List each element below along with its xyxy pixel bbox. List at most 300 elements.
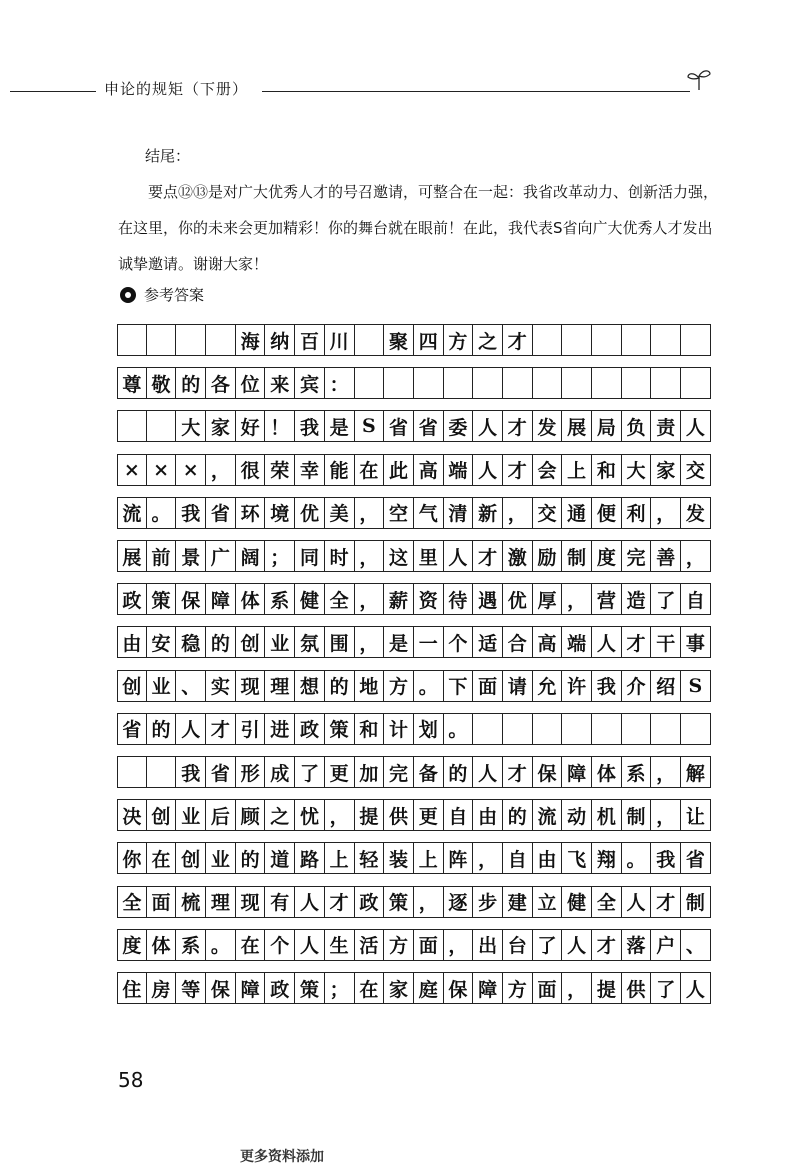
grid-cell: 的 (236, 842, 266, 874)
grid-cell: 建 (503, 886, 533, 918)
grid-cell: 厚 (533, 583, 563, 615)
grid-cell: 宾 (295, 367, 325, 399)
grid-cell: 薪 (384, 583, 414, 615)
grid-cell: 台 (503, 929, 533, 961)
grid-cell: 我 (592, 670, 622, 702)
grid-cell: 局 (592, 410, 622, 442)
grid-cell: 的 (503, 799, 533, 831)
grid-cell: 资 (414, 583, 444, 615)
grid-cell: ， (503, 497, 533, 529)
grid-cell: 实 (206, 670, 236, 702)
grid-cell: 飞 (562, 842, 592, 874)
grid-cell: 来 (265, 367, 295, 399)
grid-cell: 在 (147, 842, 177, 874)
grid-cell: 景 (176, 540, 206, 572)
grid-cell: 方 (503, 972, 533, 1004)
grid-cell: 造 (622, 583, 652, 615)
grid-cell: 才 (503, 756, 533, 788)
grid-cell: 户 (651, 929, 681, 961)
grid-cell: 发 (533, 410, 563, 442)
grid-cell: 人 (176, 713, 206, 745)
grid-cell (117, 756, 147, 788)
grid-cell: 遇 (473, 583, 503, 615)
footer-watermark (240, 1144, 470, 1165)
grid-row (117, 886, 711, 918)
grid-cell (444, 367, 474, 399)
grid-row (117, 972, 711, 1004)
grid-cell (622, 713, 652, 745)
grid-cell: 省 (206, 497, 236, 529)
grid-row (117, 540, 711, 572)
grid-cell: 供 (384, 799, 414, 831)
grid-cell: 梳 (176, 886, 206, 918)
grid-cell: S (681, 670, 711, 702)
grid-cell: 。 (206, 929, 236, 961)
grid-cell (533, 324, 563, 356)
grid-cell: 交 (533, 497, 563, 529)
grid-cell: 自 (444, 799, 474, 831)
grid-cell: 展 (562, 410, 592, 442)
grid-cell: ， (562, 972, 592, 1004)
grid-cell: 是 (384, 626, 414, 658)
grid-cell: 理 (265, 670, 295, 702)
grid-cell: 利 (622, 497, 652, 529)
grid-cell (592, 713, 622, 745)
grid-cell: ， (473, 842, 503, 874)
grid-cell: 许 (562, 670, 592, 702)
grid-cell (533, 367, 563, 399)
grid-cell: ， (651, 756, 681, 788)
grid-cell: 我 (176, 756, 206, 788)
grid-cell: 政 (295, 713, 325, 745)
grid-cell: ！ (265, 410, 295, 442)
grid-cell: ， (651, 799, 681, 831)
grid-cell: ， (355, 626, 385, 658)
grid-cell: 房 (147, 972, 177, 1004)
grid-cell: 人 (473, 454, 503, 486)
grid-row (117, 324, 711, 356)
grid-cell: 尊 (117, 367, 147, 399)
grid-row (117, 929, 711, 961)
grid-cell: 家 (651, 454, 681, 486)
grid-cell (355, 324, 385, 356)
grid-cell: 的 (206, 626, 236, 658)
grid-cell: 我 (176, 497, 206, 529)
grid-cell: 我 (651, 842, 681, 874)
grid-cell (533, 713, 563, 745)
grid-cell: 在 (355, 454, 385, 486)
grid-cell: 业 (265, 626, 295, 658)
grid-cell: 忧 (295, 799, 325, 831)
grid-cell: 体 (592, 756, 622, 788)
grid-cell: 创 (236, 626, 266, 658)
grid-cell: 我 (295, 410, 325, 442)
grid-cell: 人 (681, 972, 711, 1004)
grid-cell: 业 (176, 799, 206, 831)
grid-cell: 现 (236, 670, 266, 702)
grid-cell: 由 (473, 799, 503, 831)
grid-cell: 敬 (147, 367, 177, 399)
grid-cell: 了 (651, 972, 681, 1004)
grid-cell: 广 (206, 540, 236, 572)
grid-cell: 业 (206, 842, 236, 874)
grid-cell: 活 (355, 929, 385, 961)
grid-cell: 装 (384, 842, 414, 874)
grid-cell: 完 (622, 540, 652, 572)
grid-cell: 庭 (414, 972, 444, 1004)
grid-cell: ； (325, 972, 355, 1004)
grid-cell: 激 (503, 540, 533, 572)
grid-cell: 。 (444, 713, 474, 745)
grid-cell: 健 (562, 886, 592, 918)
grid-cell: 同 (295, 540, 325, 572)
header-title: 申论的规矩（下册） (104, 80, 249, 98)
grid-cell: 了 (651, 583, 681, 615)
grid-cell: 百 (295, 324, 325, 356)
grid-cell: 适 (473, 626, 503, 658)
grid-cell: 体 (147, 929, 177, 961)
grid-cell: 下 (444, 670, 474, 702)
grid-cell: 里 (414, 540, 444, 572)
grid-cell: 更 (325, 756, 355, 788)
grid-row (117, 454, 711, 486)
grid-cell: 人 (622, 886, 652, 918)
grid-cell: 面 (473, 670, 503, 702)
grid-row (117, 670, 711, 702)
closing-label: 结尾： (145, 147, 191, 165)
grid-cell: 人 (295, 886, 325, 918)
grid-cell: 高 (414, 454, 444, 486)
grid-cell: 自 (681, 583, 711, 615)
grid-cell: 大 (622, 454, 652, 486)
grid-cell: 和 (355, 713, 385, 745)
grid-cell: 让 (681, 799, 711, 831)
grid-cell: 想 (295, 670, 325, 702)
grid-cell: 这 (384, 540, 414, 572)
grid-cell: 更 (414, 799, 444, 831)
answer-heading-text: 参考答案 (144, 286, 205, 304)
grid-cell: 策 (147, 583, 177, 615)
grid-cell (562, 324, 592, 356)
grid-cell: 人 (473, 410, 503, 442)
grid-cell: 大 (176, 410, 206, 442)
grid-cell: 由 (117, 626, 147, 658)
grid-cell: 人 (473, 756, 503, 788)
grid-row (117, 799, 711, 831)
grid-cell: 介 (622, 670, 652, 702)
grid-cell: 前 (147, 540, 177, 572)
page-number: 58 (118, 1068, 144, 1092)
grid-cell (622, 367, 652, 399)
header-rule-right (262, 91, 690, 92)
grid-cell: 面 (147, 886, 177, 918)
grid-cell: 才 (206, 713, 236, 745)
grid-cell: ， (325, 799, 355, 831)
grid-cell: 政 (117, 583, 147, 615)
grid-cell (355, 367, 385, 399)
grid-cell: 在 (236, 929, 266, 961)
grid-cell: 创 (147, 799, 177, 831)
grid-cell: 全 (592, 886, 622, 918)
grid-cell: 保 (533, 756, 563, 788)
grid-cell: 系 (176, 929, 206, 961)
grid-cell: 端 (444, 454, 474, 486)
grid-cell: 后 (206, 799, 236, 831)
grid-cell (117, 324, 147, 356)
grid-cell (147, 756, 177, 788)
grid-cell: × (117, 454, 147, 486)
grid-cell: 机 (592, 799, 622, 831)
grid-cell: 体 (236, 583, 266, 615)
grid-row (117, 367, 711, 399)
grid-cell: 围 (325, 626, 355, 658)
grid-cell: 省 (414, 410, 444, 442)
footer-text: 更多资料添加 (240, 1149, 324, 1165)
grid-cell: 面 (533, 972, 563, 1004)
grid-cell: 时 (325, 540, 355, 572)
grid-cell: 住 (117, 972, 147, 1004)
grid-cell (681, 324, 711, 356)
grid-cell: ， (206, 454, 236, 486)
grid-cell: 阵 (444, 842, 474, 874)
grid-cell: 。 (414, 670, 444, 702)
grid-cell: ， (355, 540, 385, 572)
grid-cell: 的 (176, 367, 206, 399)
grid-cell (147, 410, 177, 442)
grid-cell: 展 (117, 540, 147, 572)
grid-cell: 境 (265, 497, 295, 529)
header-rule-left (10, 91, 96, 92)
grid-cell: 策 (325, 713, 355, 745)
grid-cell: 氛 (295, 626, 325, 658)
grid-cell: 阔 (236, 540, 266, 572)
grid-row (117, 410, 711, 442)
grid-cell: 省 (681, 842, 711, 874)
grid-cell: 会 (533, 454, 563, 486)
grid-cell: 度 (117, 929, 147, 961)
grid-cell (592, 367, 622, 399)
grid-cell (414, 367, 444, 399)
grid-cell: 才 (622, 626, 652, 658)
grid-cell: 能 (325, 454, 355, 486)
grid-cell: 在 (355, 972, 385, 1004)
grid-cell: 上 (414, 842, 444, 874)
grid-cell: 障 (473, 972, 503, 1004)
grid-cell: 立 (533, 886, 563, 918)
grid-cell: 落 (622, 929, 652, 961)
grid-cell (176, 324, 206, 356)
grid-cell: 荣 (265, 454, 295, 486)
grid-cell: 解 (681, 756, 711, 788)
grid-cell: 事 (681, 626, 711, 658)
grid-row (117, 842, 711, 874)
grid-cell: 海 (236, 324, 266, 356)
grid-cell: 合 (503, 626, 533, 658)
grid-cell: 才 (503, 324, 533, 356)
grid-cell: ， (444, 929, 474, 961)
grid-cell: 。 (147, 497, 177, 529)
grid-cell: 流 (533, 799, 563, 831)
grid-cell: 、 (176, 670, 206, 702)
grid-cell: 此 (384, 454, 414, 486)
grid-cell: 营 (592, 583, 622, 615)
grid-cell: 才 (592, 929, 622, 961)
grid-row (117, 756, 711, 788)
grid-cell: 清 (444, 497, 474, 529)
grid-cell: 个 (444, 626, 474, 658)
grid-cell (503, 367, 533, 399)
grid-cell: 生 (325, 929, 355, 961)
grid-cell: 稳 (176, 626, 206, 658)
grid-cell: 策 (384, 886, 414, 918)
grid-cell: 等 (176, 972, 206, 1004)
grid-cell: 系 (622, 756, 652, 788)
grid-cell: 高 (533, 626, 563, 658)
grid-cell: 省 (384, 410, 414, 442)
grid-cell: 障 (206, 583, 236, 615)
grid-row (117, 713, 711, 745)
grid-cell (384, 367, 414, 399)
grid-cell (622, 324, 652, 356)
grid-cell: 制 (681, 886, 711, 918)
grid-cell (651, 713, 681, 745)
grid-row (117, 497, 711, 529)
grid-cell: 引 (236, 713, 266, 745)
grid-cell: 之 (473, 324, 503, 356)
grid-cell: 聚 (384, 324, 414, 356)
grid-cell: 才 (325, 886, 355, 918)
grid-cell: 路 (295, 842, 325, 874)
grid-cell: 出 (473, 929, 503, 961)
grid-cell: × (176, 454, 206, 486)
grid-cell: 业 (147, 670, 177, 702)
grid-cell: 交 (681, 454, 711, 486)
grid-cell: 允 (533, 670, 563, 702)
grid-cell: 的 (325, 670, 355, 702)
grid-cell: 才 (503, 454, 533, 486)
grid-cell: 障 (236, 972, 266, 1004)
grid-cell: 策 (295, 972, 325, 1004)
grid-row (117, 583, 711, 615)
grid-cell: 发 (681, 497, 711, 529)
grid-cell: 、 (681, 929, 711, 961)
grid-cell: 家 (384, 972, 414, 1004)
grid-cell: 安 (147, 626, 177, 658)
grid-cell: 上 (325, 842, 355, 874)
grid-cell: 幸 (295, 454, 325, 486)
grid-cell: 省 (206, 756, 236, 788)
grid-cell: 和 (592, 454, 622, 486)
grid-cell: 创 (117, 670, 147, 702)
grid-cell: 的 (147, 713, 177, 745)
grid-cell: × (147, 454, 177, 486)
grid-cell: 美 (325, 497, 355, 529)
grid-cell: 方 (384, 929, 414, 961)
grid-cell: 川 (325, 324, 355, 356)
grid-cell: 划 (414, 713, 444, 745)
grid-cell: 。 (622, 842, 652, 874)
grid-cell: 保 (176, 583, 206, 615)
grid-cell: 委 (444, 410, 474, 442)
grid-cell: ， (651, 497, 681, 529)
grid-row (117, 626, 711, 658)
grid-cell: 了 (295, 756, 325, 788)
grid-cell: 人 (681, 410, 711, 442)
answer-bullet-icon (120, 287, 136, 303)
grid-cell: 待 (444, 583, 474, 615)
grid-cell: 才 (503, 410, 533, 442)
grid-cell: ， (681, 540, 711, 572)
grid-cell (147, 324, 177, 356)
grid-cell: 各 (206, 367, 236, 399)
grid-cell: 障 (562, 756, 592, 788)
grid-cell: S (355, 410, 385, 442)
grid-cell: 才 (651, 886, 681, 918)
grid-cell: 环 (236, 497, 266, 529)
grid-cell: 人 (592, 626, 622, 658)
grid-cell: 通 (562, 497, 592, 529)
answer-heading (120, 284, 204, 305)
grid-cell (473, 713, 503, 745)
grid-cell (592, 324, 622, 356)
grid-cell: 现 (236, 886, 266, 918)
grid-cell: 政 (265, 972, 295, 1004)
grid-cell: 保 (444, 972, 474, 1004)
grid-cell: 备 (414, 756, 444, 788)
grid-cell: 家 (206, 410, 236, 442)
grid-cell: 自 (503, 842, 533, 874)
grid-cell: ： (325, 367, 355, 399)
grid-cell: 制 (622, 799, 652, 831)
grid-cell: 一 (414, 626, 444, 658)
grid-cell: 全 (325, 583, 355, 615)
grid-cell: 提 (355, 799, 385, 831)
grid-cell: 保 (206, 972, 236, 1004)
grid-cell: 人 (295, 929, 325, 961)
grid-cell: 逐 (444, 886, 474, 918)
grid-cell: 系 (265, 583, 295, 615)
grid-cell: 创 (176, 842, 206, 874)
grid-cell: 成 (265, 756, 295, 788)
grid-cell: ， (355, 497, 385, 529)
grid-cell: 制 (562, 540, 592, 572)
grid-cell: 之 (265, 799, 295, 831)
grid-cell: 善 (651, 540, 681, 572)
grid-cell: 顾 (236, 799, 266, 831)
grid-cell: 理 (206, 886, 236, 918)
grid-cell: 个 (265, 929, 295, 961)
grid-cell: 上 (562, 454, 592, 486)
grid-cell: 端 (562, 626, 592, 658)
grid-cell: 翔 (592, 842, 622, 874)
grid-cell: 四 (414, 324, 444, 356)
grid-cell: 很 (236, 454, 266, 486)
grid-cell (117, 410, 147, 442)
grid-cell: 人 (444, 540, 474, 572)
grid-cell: 加 (355, 756, 385, 788)
grid-cell: 政 (355, 886, 385, 918)
grid-cell: 动 (562, 799, 592, 831)
grid-cell: 地 (355, 670, 385, 702)
grid-cell: 优 (503, 583, 533, 615)
grid-cell: 气 (414, 497, 444, 529)
grid-cell: 新 (473, 497, 503, 529)
grid-cell: 负 (622, 410, 652, 442)
grid-cell: 励 (533, 540, 563, 572)
grid-cell: 决 (117, 799, 147, 831)
grid-cell: 计 (384, 713, 414, 745)
grid-cell (503, 713, 533, 745)
